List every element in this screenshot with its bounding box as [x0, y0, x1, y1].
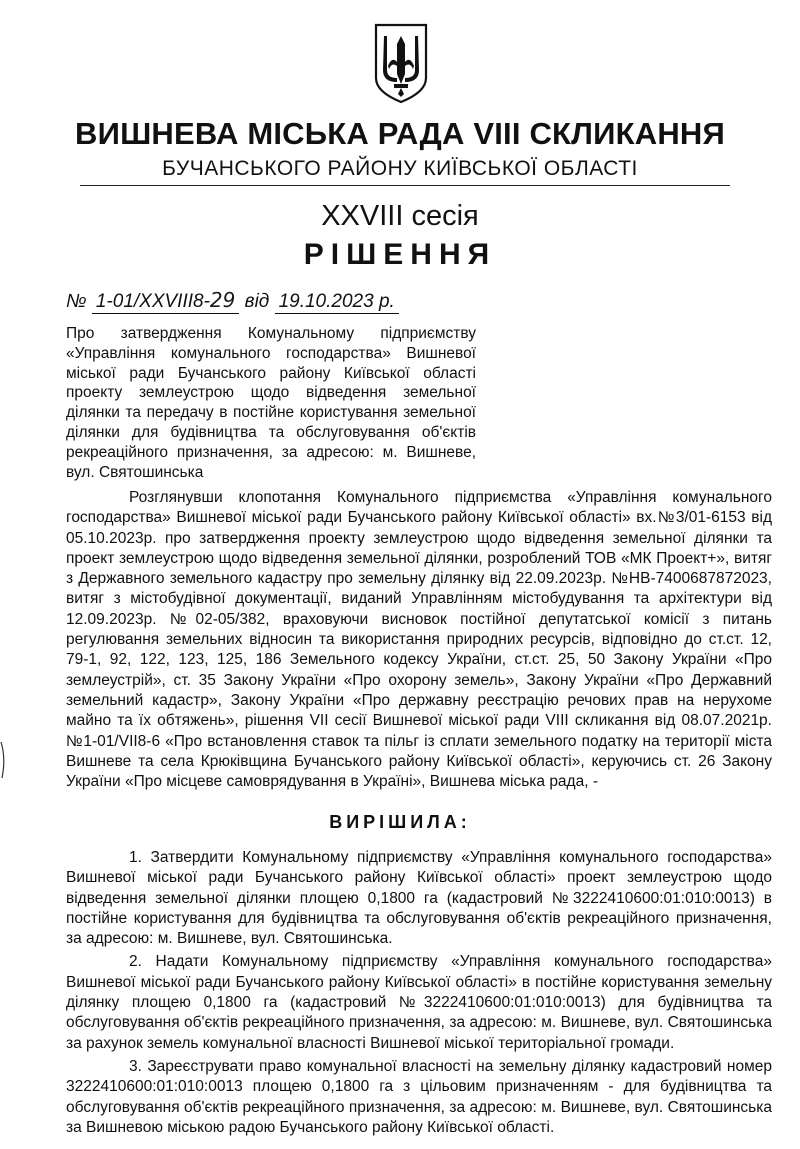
binding-mark	[0, 740, 8, 780]
district-name: БУЧАНСЬКОГО РАЙОНУ КИЇВСЬКОЇ ОБЛАСТІ	[162, 157, 638, 180]
decision-number-printed: 1-01/XXVIII8-	[95, 291, 210, 312]
decision-item: 3. Зареєструвати право комунальної власності на земельну ділянку кадастровий номер 3222410600:01:010:0013 площею 0,1800 га з цільовим призначенням - для будівництва та обслуговування об'єктів рекреаційного призначення, за адресою: м. Вишневе, вул. Святошинська за Вишневою міською радою Бучанського району Київської області.	[66, 1057, 772, 1136]
number-prefix: №	[66, 291, 87, 312]
decision-date: 19.10.2023 р.	[275, 291, 399, 314]
decision-subject: Про затвердження Комунальному підприємству «Управління комунального господарства» Вишневої міської ради Бучанського району Київської області проекту землеустрою щодо відведення земельної ділянки та передачу в постійне користування земельної ділянки для будівництва та обслуговування об'єктів рекреаційного призначення, за адресою: м. Вишневе, вул. Святошинська	[66, 325, 476, 481]
decision-number-line	[66, 288, 399, 313]
decision-item: 2. Надати Комунальному підприємству «Управління комунального господарства» Вишневої міської ради Бучанського району Київської області» в постійне користування земельну ділянку площею 0,1800 га (кадастровий №3222410600:01:010:0013) для будівництва та обслуговування об'єктів рекреаційного призначення, за адресою: м. Вишневе, вул. Святошинська за рахунок земель комунальної власності Вишневої міської територіальної громади.	[66, 953, 772, 1052]
session-title: XXVIII сесія	[321, 200, 479, 232]
header-divider	[80, 185, 730, 186]
decision-items	[66, 848, 772, 1141]
council-name: ВИШНЕВА МІСЬКА РАДА VIII СКЛИКАННЯ	[75, 116, 725, 151]
date-from-label: від	[244, 291, 270, 312]
preamble-paragraph: Розглянувши клопотання Комунального підприємства «Управління комунального господарства» Вишневої міської ради Бучанського району Київської області» вх.№3/01-6153 від 05.10.2023р. про затвердження проекту землеустрою щодо відведення земельної ділянки та проект землеустрою щодо відведення земельної ділянки, розроблений ТОВ «МК Проект+», витяг з Державного земельного кадастру про земельну ділянку від 22.09.2023р. №НВ-7400687872023, витяг з містобудівної документації, виданий Управлінням містобудування та архітектури від 12.09.2023р. №02-05/382, враховуючи висновок постійної депутатської комісії з питань регулювання земельних відносин та використання природних ресурсів, відповідно до ст.ст. 12, 79-1, 92, 122, 123, 125, 186 Земельного кодексу України, ст.ст. 25, 50 Закону України «Про землеустрій», ст. 35 Закону України «Про охорону земель», Закону України «Про Державний земельний кадастр», Закону України «Про державну реєстрацію речових прав на нерухоме майно та їх обтяжень», рішення VII сесії Вишневої міської ради VIII скликання від 08.07.2021р. №1-01/VII8-6 «Про встановлення ставок та пільг із сплати земельного податку на території міста Вишневе та села Крюківщина Бучанського району Київської області», керуючись ст. 26 Закону України «Про місцеве самоврядування в Україні», Вишнева міська рада, -	[66, 489, 772, 791]
decision-title: РІШЕННЯ	[303, 238, 497, 271]
decision-number	[92, 288, 240, 314]
resolved-heading: ВИРІШИЛА:	[329, 812, 471, 832]
trident-emblem-icon	[372, 22, 430, 104]
decision-item: 1. Затвердити Комунальному підприємству «Управління комунального господарства» Вишневої міської ради Бучанського району Київської області» проект землеустрою щодо відведення земельної ділянки площею 0,1800 га (кадастровий №3222410600:01:010:0013) в постійне користування для будівництва та обслуговування об'єктів рекреаційного призначення, за адресою: м. Вишневе, вул. Святошинська.	[66, 849, 772, 948]
decision-number-handwritten: 29	[209, 288, 236, 312]
